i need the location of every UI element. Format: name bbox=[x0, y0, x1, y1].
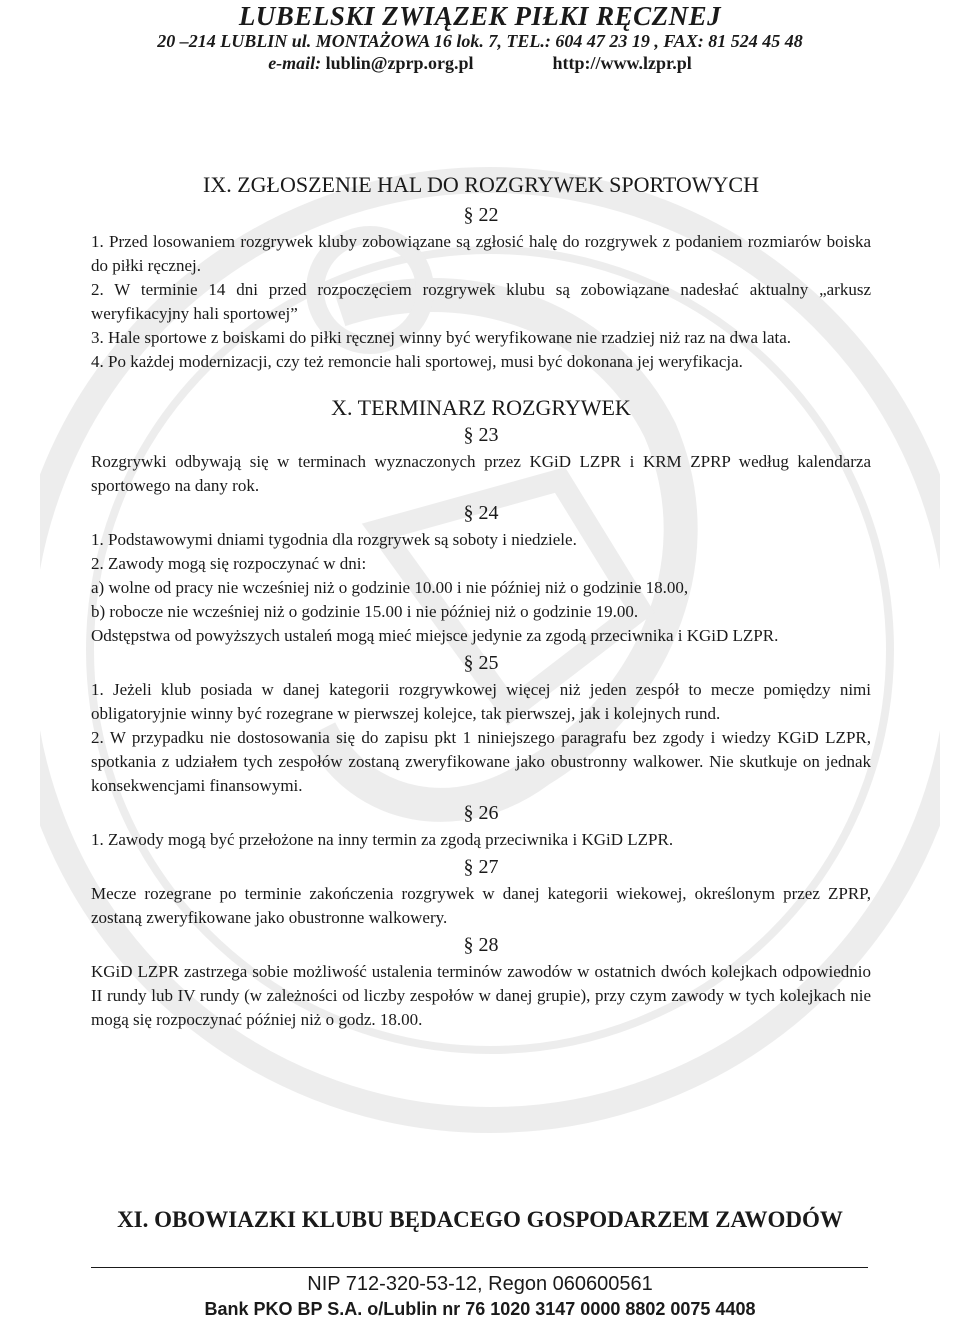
p24-item-1: 1. Podstawowymi dniami tygodnia dla rozgrywek są soboty i niedziele. bbox=[91, 530, 577, 549]
paragraph-number-25: § 25 bbox=[463, 652, 499, 674]
org-address: 20 –214 LUBLIN ul. MONTAŻOWA 16 lok. 7, TEL.: 604 47 23 19 , FAX: 81 524 45 48 bbox=[157, 31, 803, 51]
p24-exceptions: Odstępstwa od powyższych ustaleń mogą mieć miejsce jedynie za zgodą przeciwnika i KGiD LZPR. bbox=[91, 626, 779, 645]
p24-item-a: a) wolne od pracy nie wcześniej niż o godzinie 10.00 i nie później niż o godzinie 18.00, bbox=[91, 578, 689, 597]
org-name: LUBELSKI ZWIĄZEK PIŁKI RĘCZNEJ bbox=[238, 1, 722, 31]
paragraph-number-24: § 24 bbox=[463, 502, 499, 524]
document-body bbox=[91, 170, 871, 1032]
paragraph-number-28: § 28 bbox=[463, 934, 499, 956]
nip-regon: NIP 712-320-53-12, Regon 060600561 bbox=[307, 1273, 653, 1295]
p23-text: Rozgrywki odbywają się w terminach wyznaczonych przez KGiD LZPR i KRM ZPRP według kalendarza sportowego na dany rok. bbox=[91, 452, 871, 495]
website-link[interactable]: http://www.lzpr.pl bbox=[552, 53, 692, 73]
ix-item-4: 4. Po każdej modernizacji, czy też remoncie hali sportowej, musi być dokonana jej weryfikacja. bbox=[91, 352, 743, 371]
bank-account: Bank PKO BP S.A. o/Lublin nr 76 1020 3147 0000 8802 0075 4408 bbox=[204, 1299, 756, 1319]
ix-item-3: 3. Hale sportowe z boiskami do piłki ręcznej winny być weryfikowane nie rzadziej niż raz na dwa lata. bbox=[91, 328, 792, 347]
p25-item-1: 1. Jeżeli klub posiada w danej kategorii rozgrywkowej więcej niż jeden zespół to mecze pomiędzy nimi obligatoryjnie winny być rozegrane w pierwszej kolejce, tak pierwszej, jak i kolejnych rund. bbox=[91, 680, 871, 723]
letterhead bbox=[0, 0, 960, 74]
paragraph-number-26: § 26 bbox=[463, 802, 499, 824]
p25-item-2: 2. W przypadku nie dostosowania się do zapisu pkt 1 niniejszego paragrafu bez zgody i wiedzy KGiD LZPR, spotkania z udziałem tych zespołów zostaną zweryfikowane jako obustronny walkower. Nie skutkuje on jednak konsekwencjami finansowymi. bbox=[91, 728, 871, 795]
paragraph-number-22: § 22 bbox=[463, 204, 499, 226]
p27-text: Mecze rozegrane po terminie zakończenia rozgrywek w danej kategorii wiekowej, określonym przez ZPRP, zostaną zweryfikowane jako obustronne walkowery. bbox=[91, 884, 871, 927]
section-title-x: X. TERMINARZ ROZGRYWEK bbox=[331, 395, 631, 420]
paragraph-number-23: § 23 bbox=[463, 424, 499, 446]
p24-item-2: 2. Zawody mogą się rozpoczynać w dni: bbox=[91, 554, 367, 573]
page-footer bbox=[0, 1205, 960, 1319]
section-title-xi: XI. OBOWIAZKI KLUBU BĘDACEGO GOSPODARZEM ZAWODÓW bbox=[117, 1207, 843, 1232]
p26-item-1: 1. Zawody mogą być przełożone na inny termin za zgodą przeciwnika i KGiD LZPR. bbox=[91, 830, 674, 849]
contact-line bbox=[0, 52, 960, 74]
paragraph-number-27: § 27 bbox=[463, 856, 499, 878]
section-title-ix: IX. ZGŁOSZENIE HAL DO ROZGRYWEK SPORTOWYCH bbox=[203, 172, 759, 197]
email-address[interactable]: lublin@zprp.org.pl bbox=[325, 53, 474, 73]
footer-divider bbox=[91, 1267, 868, 1268]
ix-item-2: 2. W terminie 14 dni przed rozpoczęciem rozgrywek klubu są zobowiązane nadesłać aktualny „arkusz weryfikacyjny hali sportowej” bbox=[91, 280, 871, 323]
p28-text: KGiD LZPR zastrzega sobie możliwość ustalenia terminów zawodów w ostatnich dwóch kolejkach odpowiednio II rundy lub IV rundy (w zależności od liczby zespołów w danej grupie), przy czym zawody w tych kolejkach nie mogą się rozpoczynać później niż o godz. 18.00. bbox=[91, 962, 871, 1029]
p24-item-b: b) robocze nie wcześniej niż o godzinie 15.00 i nie później niż o godzinie 19.00. bbox=[91, 602, 639, 621]
ix-item-1: 1. Przed losowaniem rozgrywek kluby zobowiązane są zgłosić halę do rozgrywek z podaniem rozmiarów boiska do piłki ręcznej. bbox=[91, 232, 871, 275]
email-label: e-mail: bbox=[268, 53, 322, 73]
